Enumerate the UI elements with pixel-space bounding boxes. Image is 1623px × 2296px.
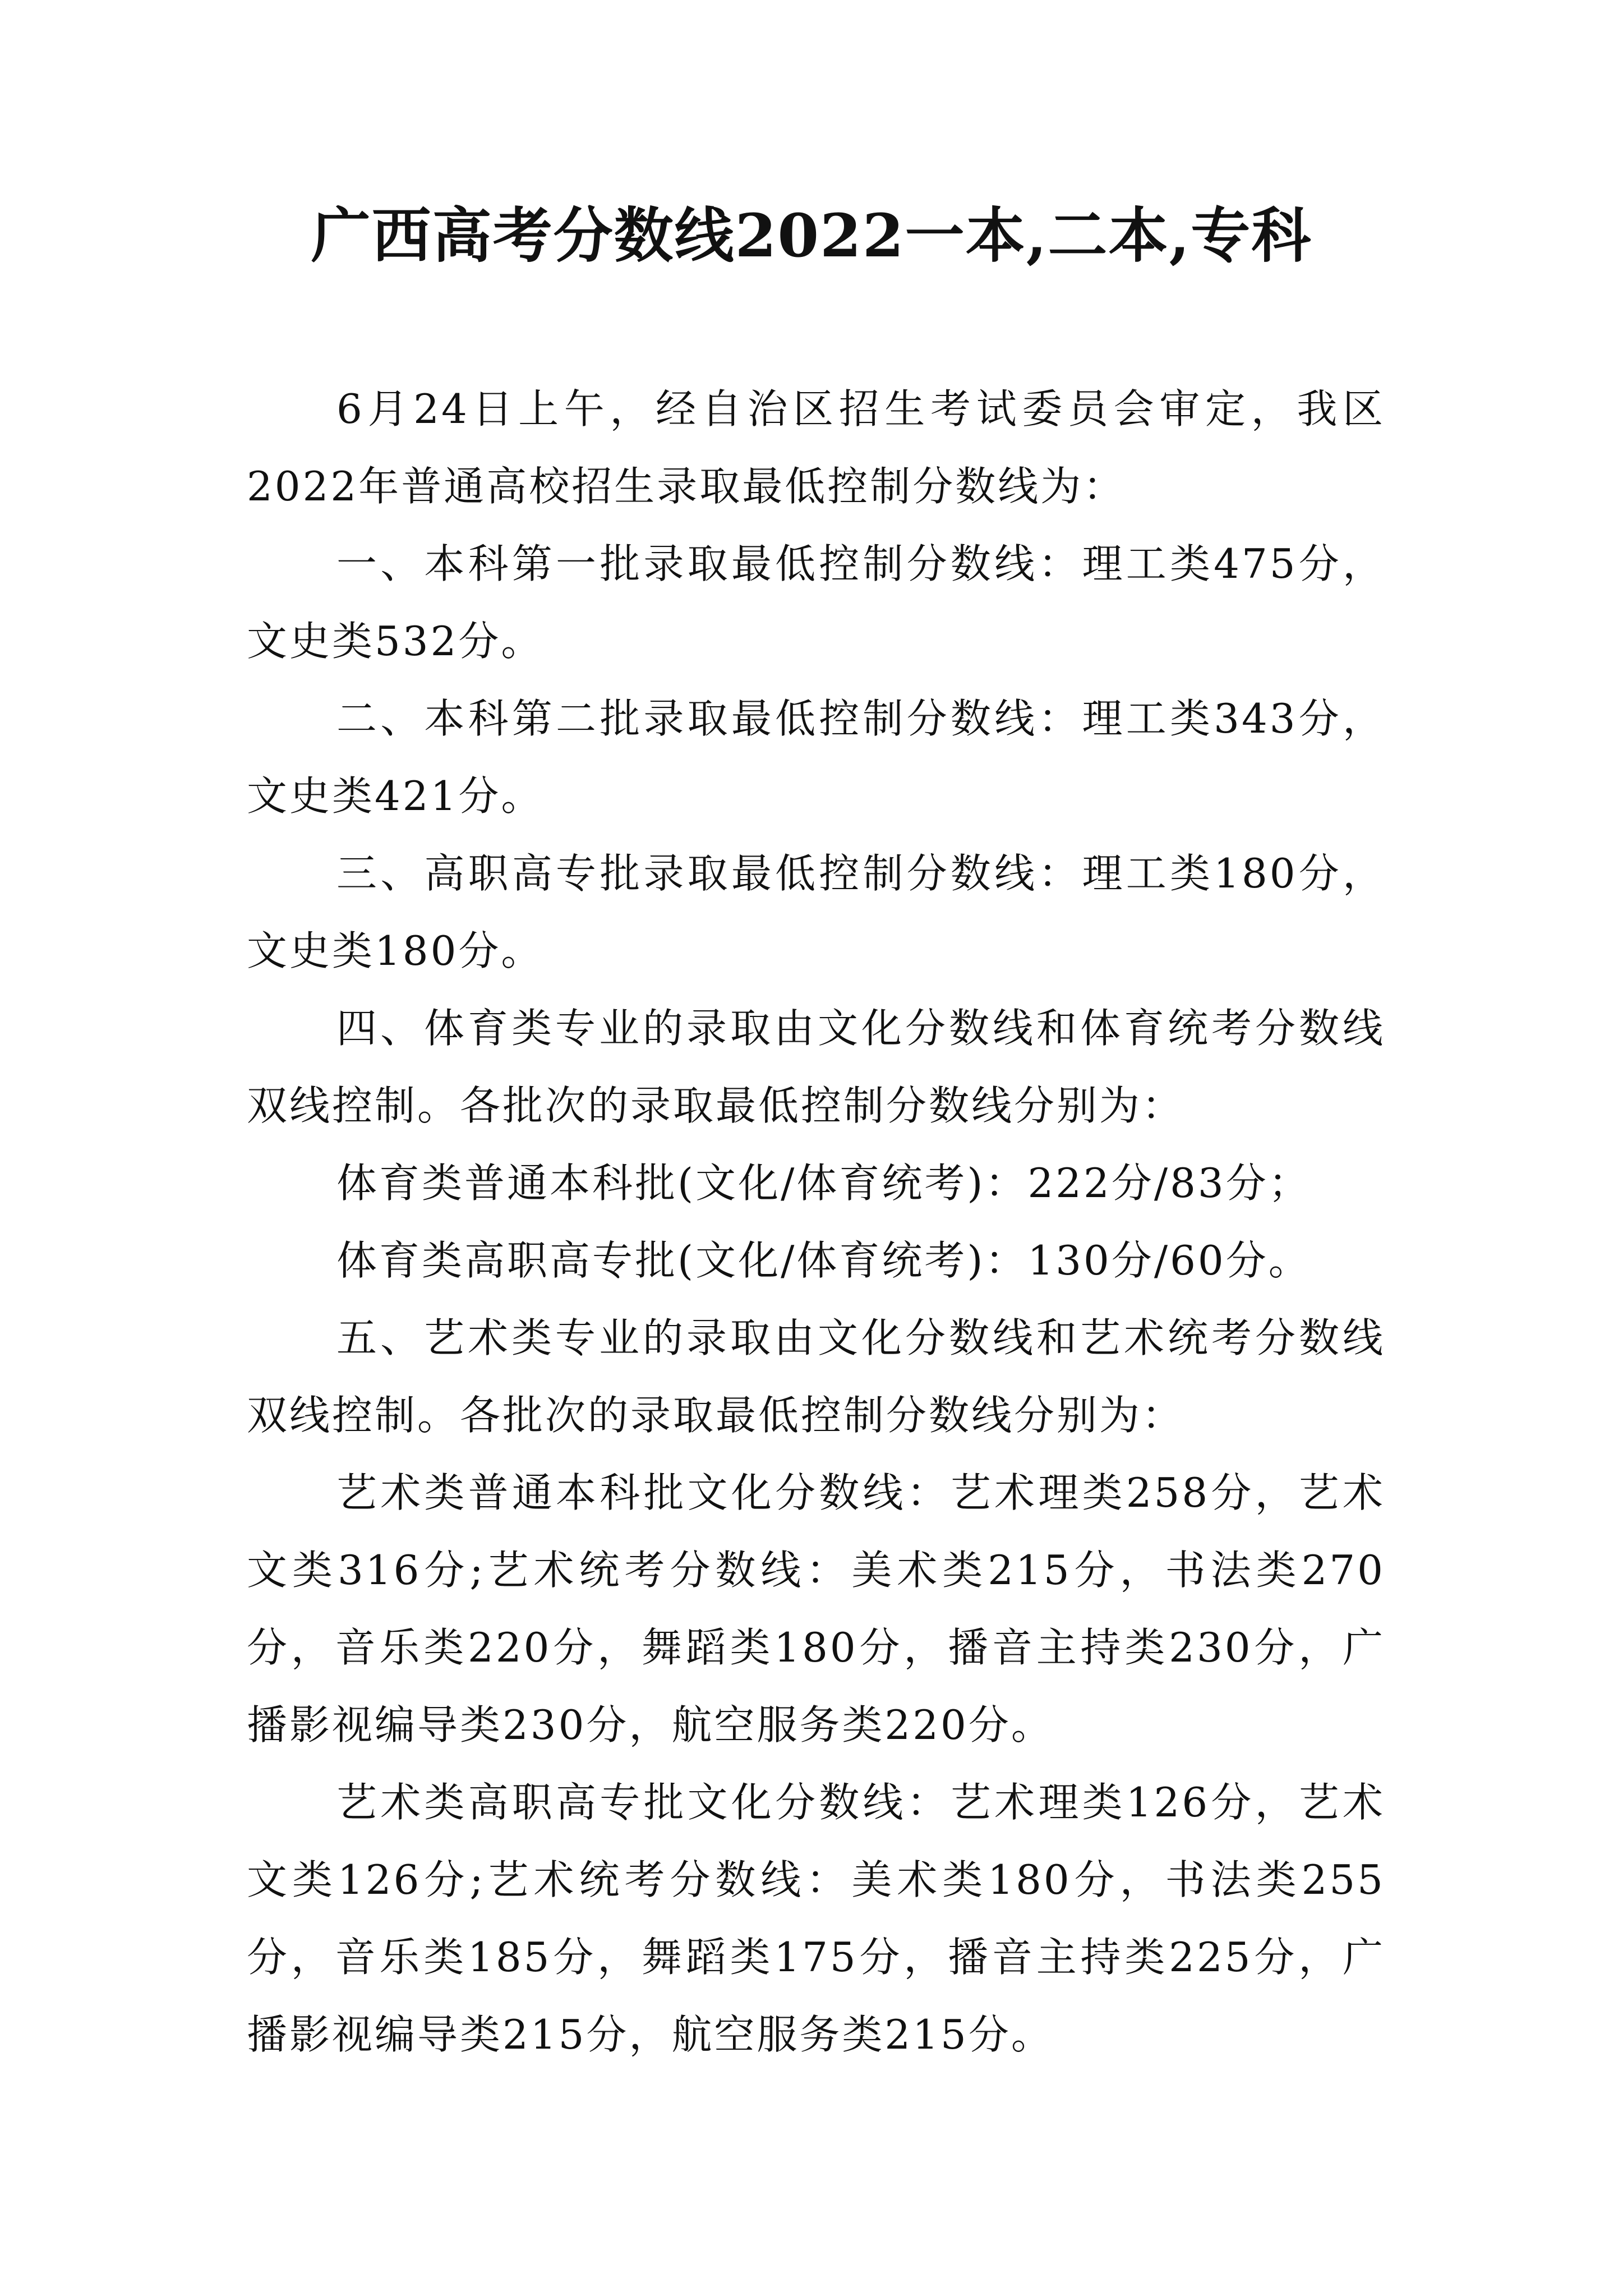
- paragraph-arts-intro: 五、艺术类专业的录取由文化分数线和艺术统考分数线双线控制。各批次的录取最低控制分数线分别为：: [247, 1314, 1385, 1439]
- document-title: 广西高考分数线2022一本,二本,专科: [311, 200, 1312, 270]
- paragraph-arts-undergrad: 艺术类普通本科批文化分数线：艺术理类258分，艺术文类316分;艺术统考分数线：美术类215分，书法类270分，音乐类220分，舞蹈类180分，播音主持类230分，广播影视编导类230分，航空服务类220分。: [247, 1469, 1385, 1749]
- paragraph-vocational-batch: 三、高职高专批录取最低控制分数线：理工类180分，文史类180分。: [247, 850, 1385, 974]
- paragraph-second-batch: 二、本科第二批录取最低控制分数线：理工类343分，文史类421分。: [247, 695, 1385, 820]
- paragraph-arts-vocational: 艺术类高职高专批文化分数线：艺术理类126分，艺术文类126分;艺术统考分数线：美术类180分，书法类255分，音乐类185分，舞蹈类175分，播音主持类225分，广播影视编导类215分，航空服务类215分。: [247, 1779, 1385, 2058]
- document-body: [247, 370, 1385, 2073]
- paragraph-sports-vocational: 体育类高职高专批(文化/体育统考)：130分/60分。: [336, 1237, 1311, 1284]
- paragraph-sports-undergrad: 体育类普通本科批(文化/体育统考)：222分/83分；: [336, 1159, 1311, 1207]
- paragraph-intro: 6月24日上午，经自治区招生考试委员会审定，我区2022年普通高校招生录取最低控制分数线为：: [247, 385, 1385, 510]
- paragraph-sports-intro: 四、体育类专业的录取由文化分数线和体育统考分数线双线控制。各批次的录取最低控制分数线分别为：: [247, 1005, 1385, 1129]
- paragraph-first-batch: 一、本科第一批录取最低控制分数线：理工类475分，文史类532分。: [247, 540, 1385, 665]
